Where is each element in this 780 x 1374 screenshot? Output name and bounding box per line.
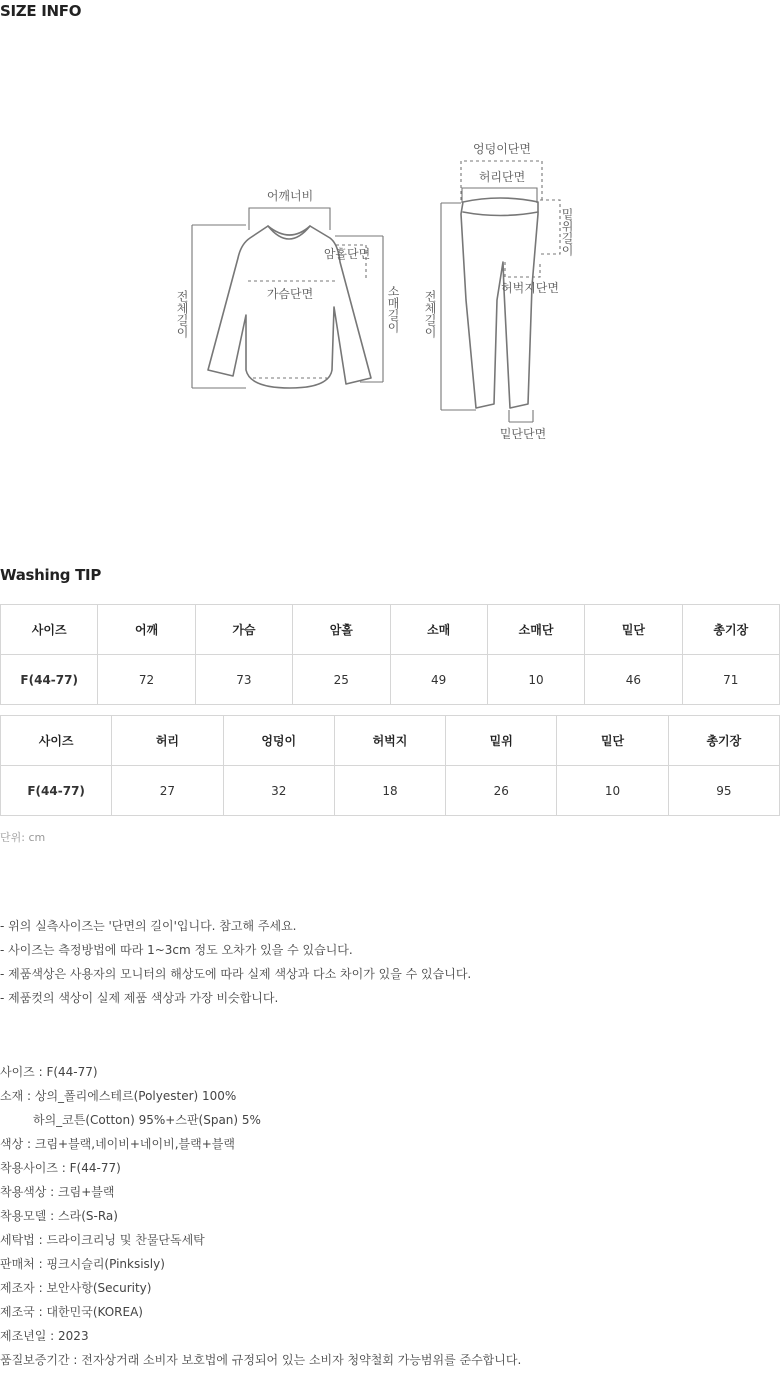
table-cell: 18 bbox=[334, 766, 445, 816]
note-item: - 제품색상은 사용자의 모니터의 해상도에 따라 실제 색상과 다소 차이가 있을 수 있습니다. bbox=[0, 967, 472, 981]
pants-waistband bbox=[463, 212, 538, 216]
label-shoulder: 어깨너비 bbox=[266, 189, 314, 203]
bottom-size-table bbox=[0, 715, 780, 816]
table-row bbox=[1, 766, 780, 816]
info-worn-size: 착용사이즈 : F(44-77) bbox=[0, 1161, 121, 1175]
table-cell: 25 bbox=[293, 655, 390, 705]
info-material: 소재 : 상의_폴리에스테르(Polyester) 100% bbox=[0, 1089, 237, 1103]
table-cell: 71 bbox=[682, 655, 779, 705]
header-cell: 밑단 bbox=[585, 605, 682, 655]
table-cell: 49 bbox=[390, 655, 487, 705]
pants-measure-lines bbox=[441, 188, 537, 422]
header-cell: 사이즈 bbox=[1, 605, 98, 655]
product-info-list bbox=[0, 1062, 521, 1374]
info-washing: 세탁법 : 드라이크리닝 및 찬물단독세탁 bbox=[0, 1233, 205, 1247]
table-cell: 10 bbox=[487, 655, 584, 705]
size-info-title: SIZE INFO bbox=[0, 2, 82, 20]
table-cell: F(44-77) bbox=[1, 655, 98, 705]
label-rise: 밑위길이 bbox=[560, 208, 574, 256]
table-header-row bbox=[1, 716, 780, 766]
table-cell: 27 bbox=[112, 766, 223, 816]
header-cell: 사이즈 bbox=[1, 716, 112, 766]
table-cell: 46 bbox=[585, 655, 682, 705]
pants-drawing bbox=[461, 198, 538, 408]
header-cell: 밑단 bbox=[557, 716, 668, 766]
table-cell: 10 bbox=[557, 766, 668, 816]
unit-label: 단위: cm bbox=[0, 831, 46, 844]
header-cell: 소매 bbox=[390, 605, 487, 655]
notes-list bbox=[0, 916, 471, 1012]
table-cell: 95 bbox=[668, 766, 779, 816]
header-cell: 밑위 bbox=[446, 716, 557, 766]
note-item: - 제품컷의 색상이 실제 제품 색상과 가장 비슷합니다. bbox=[0, 991, 279, 1005]
header-cell: 암홀 bbox=[293, 605, 390, 655]
info-color: 색상 : 크림+블랙,네이비+네이비,블랙+블랙 bbox=[0, 1137, 235, 1151]
top-dashed-lines bbox=[248, 245, 366, 378]
table-cell: 72 bbox=[98, 655, 195, 705]
header-cell: 총기장 bbox=[682, 605, 779, 655]
info-material-bottom: 하의_코튼(Cotton) 95%+스판(Span) 5% bbox=[33, 1113, 261, 1127]
header-cell: 총기장 bbox=[668, 716, 779, 766]
label-waist: 허리단면 bbox=[478, 170, 526, 184]
header-cell: 허리 bbox=[112, 716, 223, 766]
table-row bbox=[1, 655, 780, 705]
label-pants-total: 전체길이 bbox=[423, 290, 437, 338]
info-country: 제조국 : 대한민국(KOREA) bbox=[0, 1305, 143, 1319]
label-thigh: 허벅지단면 bbox=[501, 281, 559, 295]
label-hem: 밑단단면 bbox=[499, 427, 547, 441]
label-top-total: 전체길이 bbox=[175, 290, 189, 338]
pants-outline bbox=[461, 198, 538, 408]
label-chest: 가슴단면 bbox=[266, 287, 314, 301]
table-cell: 32 bbox=[223, 766, 334, 816]
size-diagram bbox=[0, 130, 780, 460]
info-seller: 판매처 : 핑크시슬리(Pinksisly) bbox=[0, 1257, 165, 1271]
note-item: - 사이즈는 측정방법에 따라 1~3cm 정도 오차가 있을 수 있습니다. bbox=[0, 943, 353, 957]
info-model: 착용모델 : 스라(S-Ra) bbox=[0, 1209, 118, 1223]
info-worn-color: 착용색상 : 크림+블랙 bbox=[0, 1185, 115, 1199]
label-hip: 엉덩이단면 bbox=[473, 142, 531, 156]
table-cell: 73 bbox=[195, 655, 292, 705]
info-size: 사이즈 : F(44-77) bbox=[0, 1065, 98, 1079]
table-cell: F(44-77) bbox=[1, 766, 112, 816]
header-cell: 가슴 bbox=[195, 605, 292, 655]
washing-tip-title: Washing TIP bbox=[0, 566, 102, 584]
header-cell: 허벅지 bbox=[334, 716, 445, 766]
info-manufacturer: 제조자 : 보안사항(Security) bbox=[0, 1281, 152, 1295]
label-sleeve: 소매길이 bbox=[386, 285, 400, 333]
header-cell: 소매단 bbox=[487, 605, 584, 655]
header-cell: 엉덩이 bbox=[223, 716, 334, 766]
info-warranty: 품질보증기간 : 전자상거래 소비자 보호법에 규정되어 있는 소비자 청약철회 가능범위를 준수합니다. bbox=[0, 1353, 522, 1367]
info-year: 제조년일 : 2023 bbox=[0, 1329, 89, 1343]
top-neckline bbox=[268, 226, 310, 239]
table-cell: 26 bbox=[446, 766, 557, 816]
table-header-row bbox=[1, 605, 780, 655]
top-size-table bbox=[0, 604, 780, 705]
header-cell: 어깨 bbox=[98, 605, 195, 655]
note-item: - 위의 실측사이즈는 '단면의 길이'입니다. 참고해 주세요. bbox=[0, 919, 297, 933]
label-armhole: 암홀단면 bbox=[323, 247, 371, 261]
